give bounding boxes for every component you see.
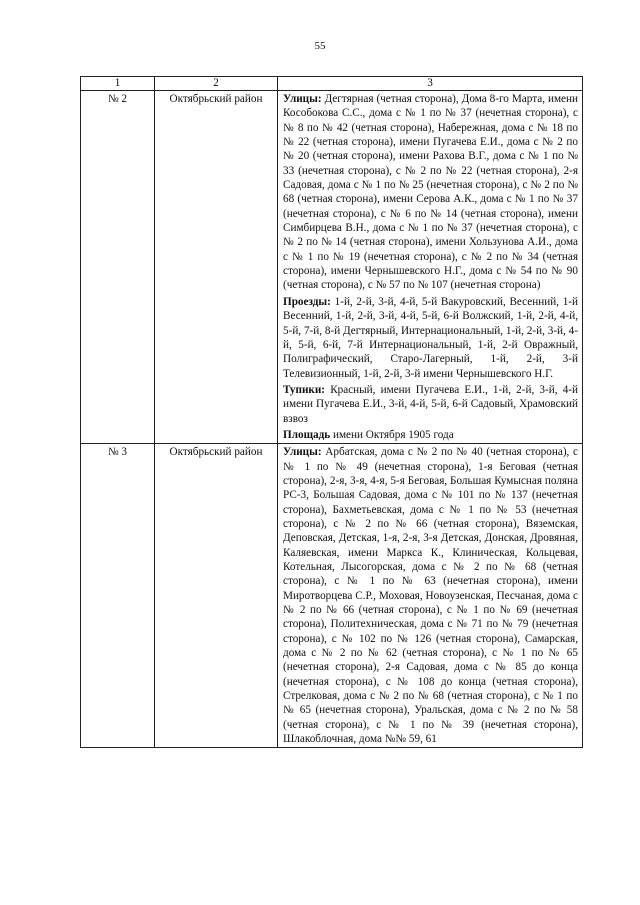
district-name: Октябрьский район [155, 91, 278, 444]
table-row [81, 444, 583, 748]
passages-section [283, 295, 578, 381]
dead-ends-section [283, 383, 578, 426]
section-label: Тупики: [283, 383, 326, 396]
address-list [278, 444, 583, 748]
section-label: Проезды: [283, 295, 331, 308]
column-header-3: 3 [278, 77, 583, 91]
section-label: Улицы: [283, 93, 322, 105]
section-text: Дегтярная (четная сторона), Дома 8-го Марта, имени Кособокова С.С., дома с № 1 по № 37 (нечетная сторона), с № 8 по № 42 (четная сторона), Набережная, дома с № 18 по № 22 (четная сторона), имени Пугачева Е.И., дома с № 2 по № 20 (четная сторона), имени Рахова В.Г., дома с № 1 по № 33 (нечетная сторона), с № 2 по № 22 (четная сторона), 2-я Садовая, дома с № 1 по № 25 (нечетная сторона), с № 2 по № 68 (четная сторона), имени Серова А.К., дома с № 1 по № 37 (нечетная сторона), с № 6 по № 14 (четная сторона), имени Симбирцева В.Н., дома с № 1 по № 37 (нечетная сторона), с № 2 по № 14 (четная сторона), имени Хользунова А.И., дома с № 1 по № 19 (нечетная сторона), с № 2 по № 34 (четная сторона), имени Чернышевского Н.Г., дома с № 54 по № 90 (четная сторона), с № 57 по № 107 (нечетная сторона) [283, 93, 578, 292]
streets-section [283, 445, 578, 746]
section-text: 1-й, 2-й, 3-й, 4-й, 5-й Вакуровский, Весенний, 1-й Весенний, 1-й, 2-й, 3-й, 4-й, 5-й, 6-й Волжский, 1-й, 2-й, 4-й, 5-й, 7-й, 8-й Дегтярный, Интернациональный, 1-й, 2-й, 3-й, 4-й, 5-й, 6-й, 7-й Интернациональный, 1-й, 2-й Овражный, Полиграфический, Старо-Лагерный, 1-й, 2-й, 3-й Телевизионный, 1-й, 2-й, 3-й имени Чернышевского Н.Г. [283, 295, 579, 380]
table-row [81, 91, 583, 444]
address-list [278, 91, 583, 444]
section-label: Площадь [283, 428, 331, 441]
section-text: имени Октября 1905 года [332, 428, 454, 441]
page-number: 55 [314, 40, 326, 52]
table-header-row [81, 77, 583, 91]
row-number: № 2 [81, 91, 155, 444]
streets-section [283, 92, 578, 293]
section-label: Улицы: [283, 446, 322, 459]
district-name: Октябрьский район [155, 444, 278, 748]
district-table [80, 76, 583, 748]
row-number: № 3 [81, 444, 155, 748]
section-text: Арбатская, дома с № 2 по № 40 (четная сторона), с № 1 по № 49 (нечетная сторона), 1-я Беговая (четная сторона), 2-я, 3-я, 4-я, 5-я Беговая, Большая Кумысная поляна РС-3, Большая Садовая, дома с № 101 по № 137 (нечетная сторона), Бахметьевская, дома с № 1 по № 53 (нечетная сторона), с № 2 по № 66 (четная сторона), Вяземская, Деповская, Детская, 1-я, 2-я, 3-я Детская, Донская, Дровяная, Каляевская, имени Маркса К., Клиническая, Кольцевая, Котельная, Лысогорская, дома с № 2 по № 68 (четная сторона), с № 1 по № 63 (нечетная сторона), имени Миротворцева С.Р., Моховая, Новоузенская, Песчаная, дома с № 2 по № 66 (четная сторона), с № 1 по № 69 (нечетная сторона), Политехническая, дома с № 71 по № 79 (нечетная сторона), с № 102 по № 126 (четная сторона), Самарская, дома с № 2 по № 62 (четная сторона), с № 1 по № 65 (нечетная сторона), 2-я Садовая, дома с № 85 до конца (нечетная сторона), с № 108 до конца (четная сторона), Стрелковая, дома с № 2 по № 68 (четная сторона), с № 1 по № 65 (нечетная сторона), Уральская, дома с № 2 по № 58 (четная сторона), с № 1 по № 39 (нечетная сторона), Шлакоблочная, дома №№ 59, 61 [283, 446, 578, 746]
square-section [283, 428, 578, 442]
section-text: Красный, имени Пугачева Е.И., 1-й, 2-й, 3-й, 4-й имени Пугачева Е.И., 3-й, 4-й, 5-й, 6-й Садовый, Храмовский взвоз [283, 383, 579, 425]
column-header-1: 1 [81, 77, 155, 91]
column-header-2: 2 [155, 77, 278, 91]
